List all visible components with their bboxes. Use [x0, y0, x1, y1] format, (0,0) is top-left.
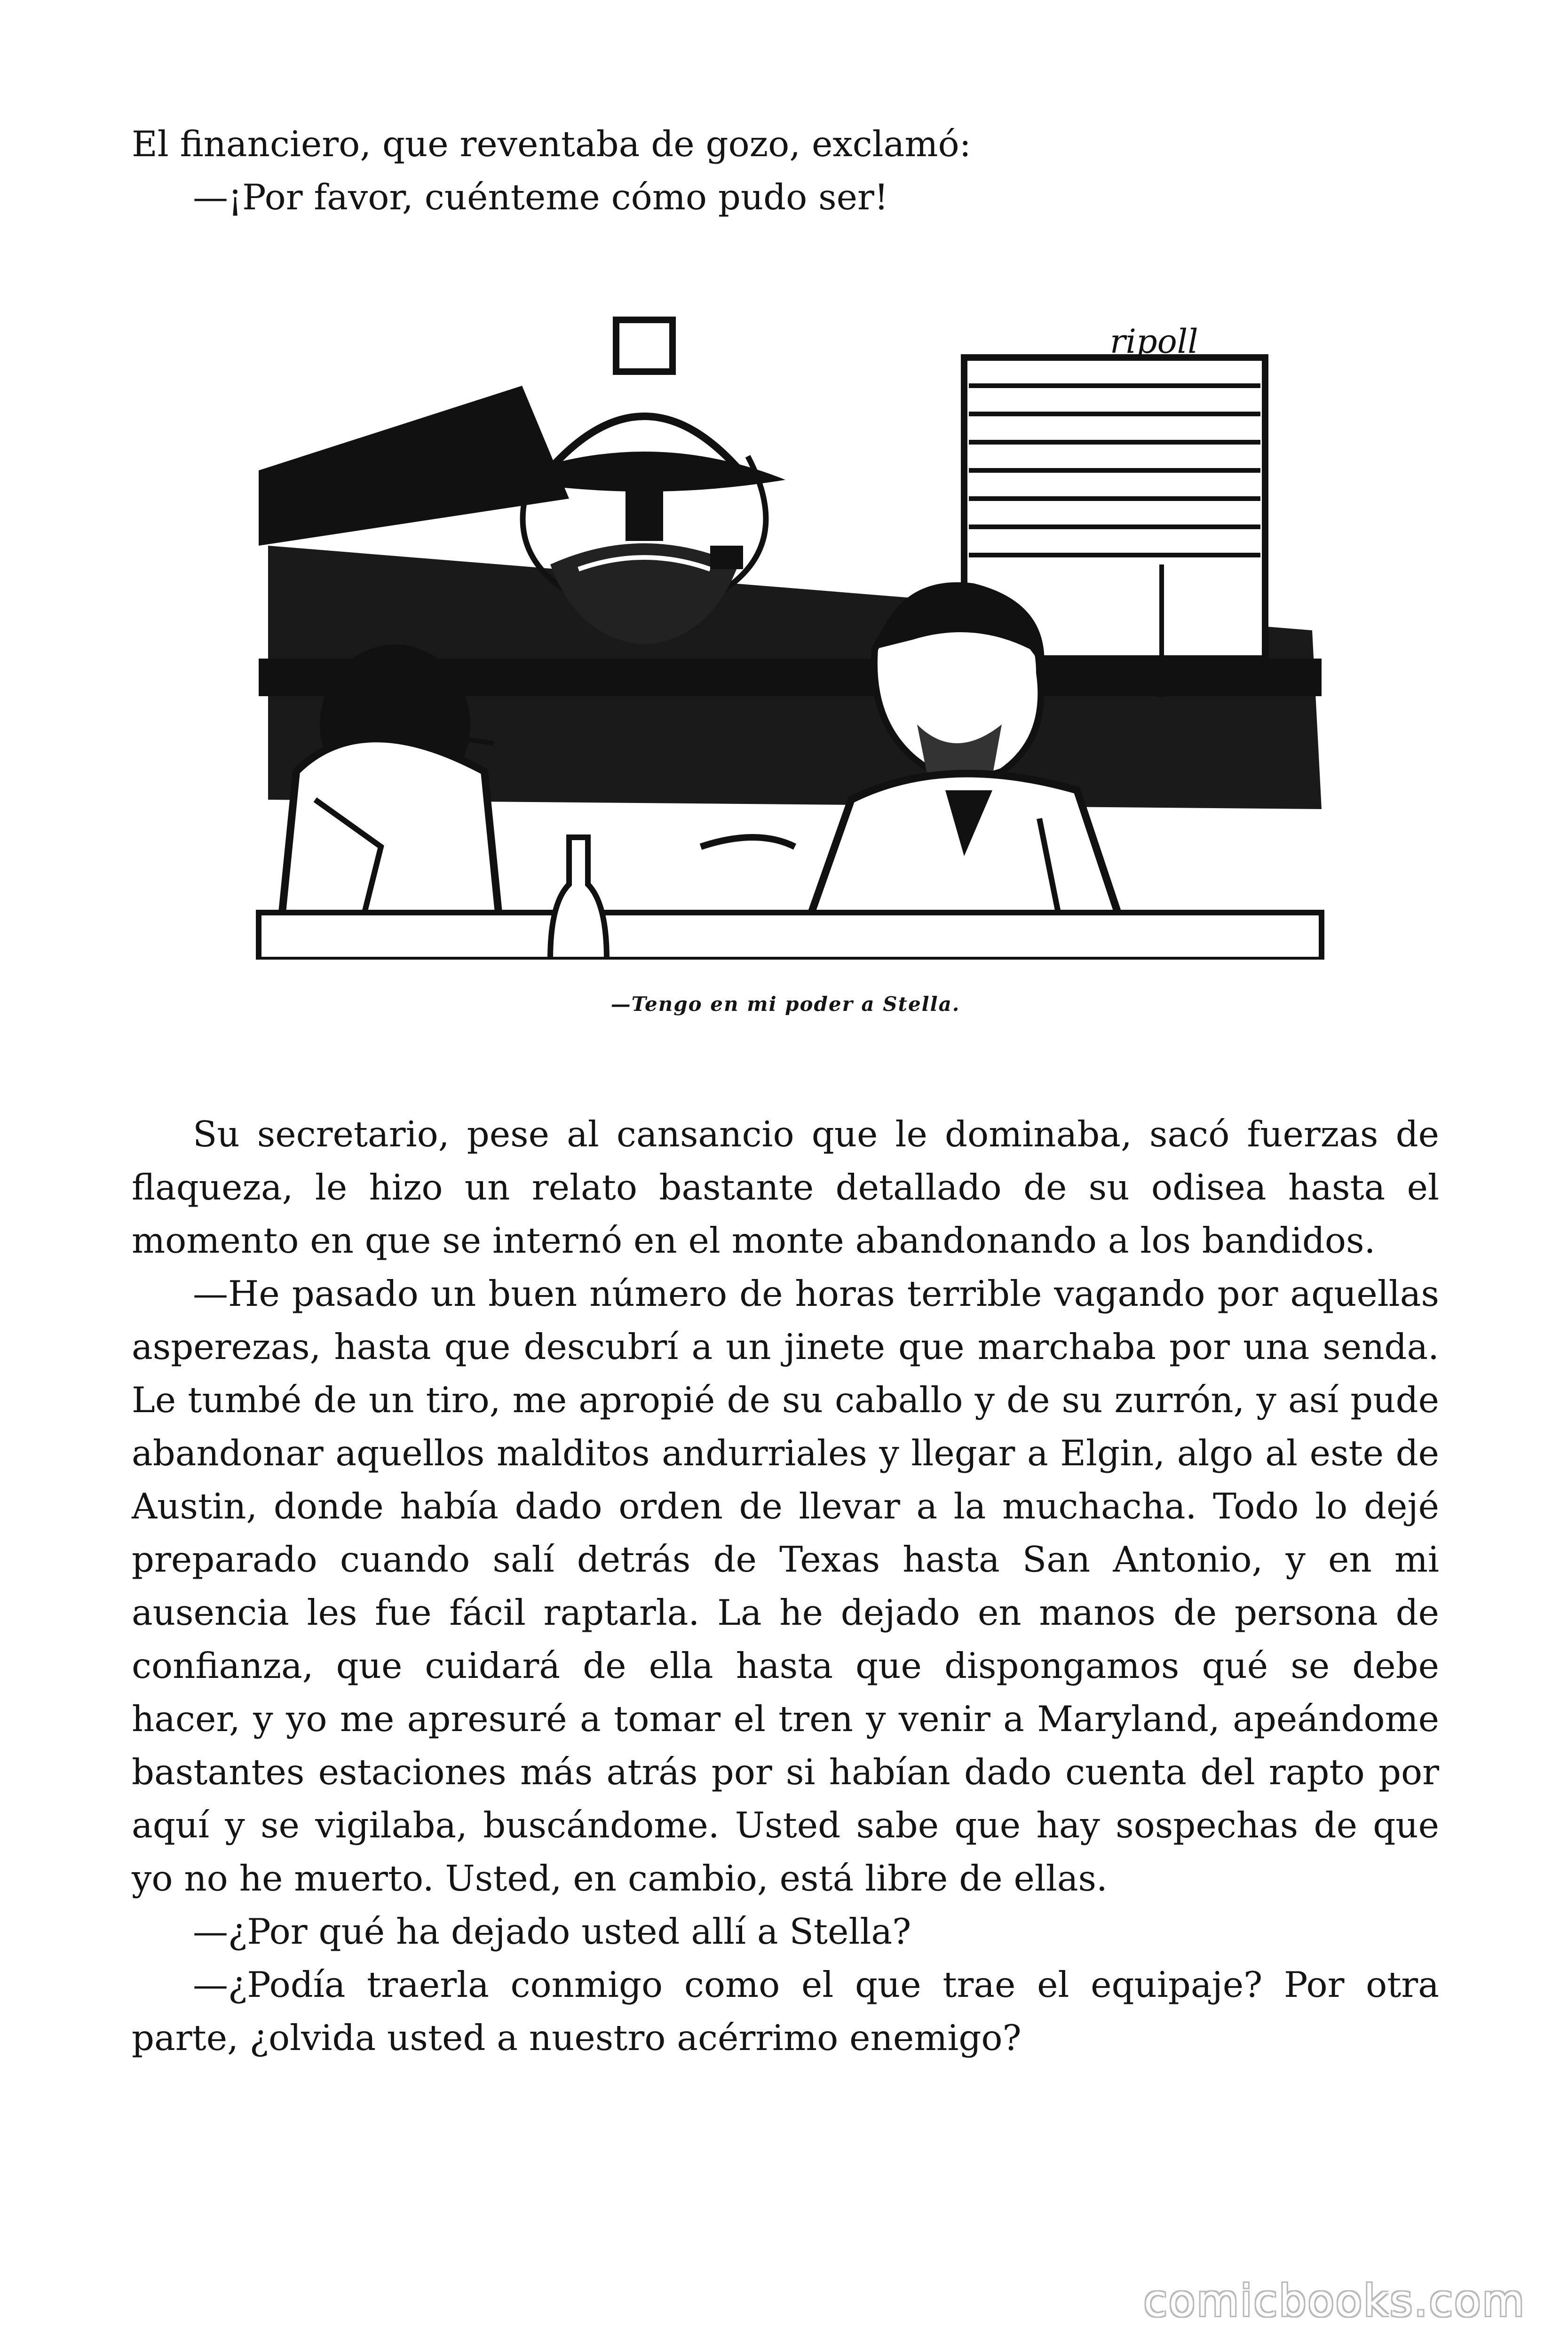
intro-line: —¡Por favor, cuénteme cómo pudo ser! — [193, 176, 889, 218]
watermark: comicbooks.com — [1143, 2276, 1526, 2326]
paragraph: Su secretario, pese al cansancio que le dominaba, sacó fuerzas de flaqueza, le hizo un relato bastante detallado de su odisea hasta el momento en que se internó en el monte abandonando a los bandidos. — [132, 1113, 1439, 1261]
paragraph: —He pasado un buen número de horas terrible vagando por aquellas asperezas, hasta que descubrí a un jinete que marchaba por una senda. Le tumbé de un tiro, me apropié de su caballo y de su zurrón, y así pude abandonar aquellos malditos andurriales y llegar a Elgin, algo al este de Austin, donde había dado orden de llevar a la muchacha. Todo lo dejé preparado cuando salí detrás de Texas hasta San Antonio, y en mi ausencia les fue fácil raptarla. La he dejado en manos de persona de confianza, que cuidará de ella hasta que dispongamos qué se debe hacer, y yo me apresuré a tomar el tren y venir a Maryland, apeándome bastantes estaciones más atrás por si habían dado cuenta del rapto por aquí y se vigilaba, buscándome. Usted sabe que hay sospechas de que yo no he muerto. Usted, en cambio, está libre de ellas. — [132, 1273, 1439, 1899]
artist-signature: ripoll — [1110, 322, 1198, 361]
intro-line: El financiero, que reventaba de gozo, exclamó: — [132, 123, 971, 165]
paragraph: —¿Podía traerla conmigo como el que trae el equipaje? Por otra parte, ¿olvida usted a nuestro acérrimo enemigo? — [132, 1964, 1439, 2058]
illustration-caption: —Tengo en mi poder a Stella. — [610, 993, 960, 1016]
intro-text — [132, 118, 1439, 224]
paragraph: —¿Por qué ha dejado usted allí a Stella? — [193, 1911, 911, 1952]
body-text — [132, 1108, 1439, 2065]
lamp-scene-illustration — [240, 301, 1331, 960]
